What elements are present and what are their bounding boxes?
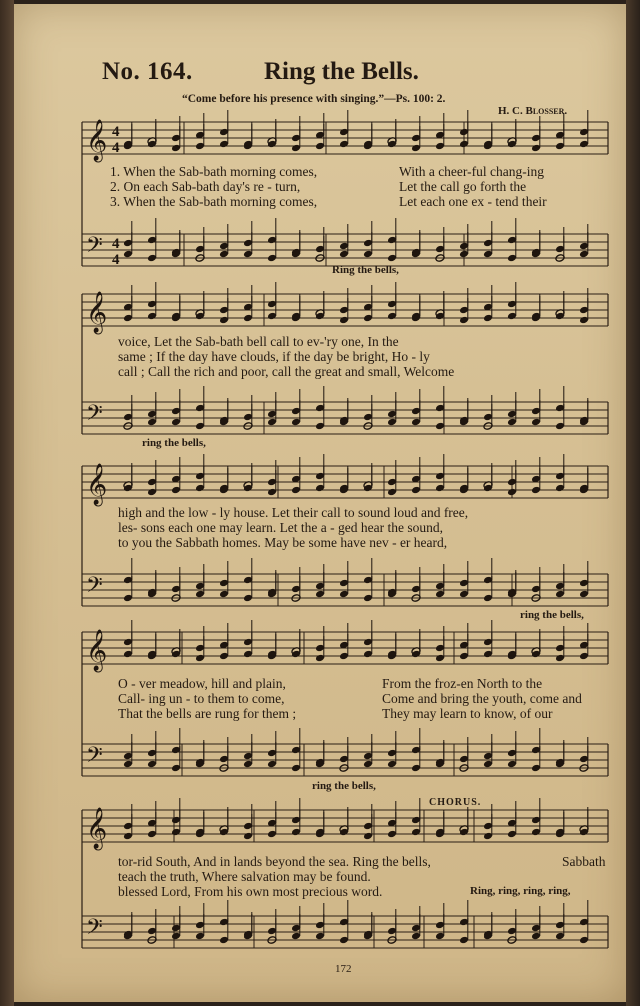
composer-credit: H. C. Blosser. <box>498 105 568 117</box>
bass-cue: ring the bells, <box>142 437 206 449</box>
svg-text:𝄢: 𝄢 <box>86 401 103 431</box>
svg-text:𝄢: 𝄢 <box>86 915 103 945</box>
verse-line: With a cheer-ful chang-ing <box>399 164 544 179</box>
svg-text:𝄢: 𝄢 <box>86 233 103 263</box>
verse-line: voice, Let the Sab-bath bell call to ev-'ry one, In the <box>118 334 399 349</box>
verse-line: 3. When the Sab-bath morning comes, <box>110 194 318 209</box>
verse-line: to you the Sabbath homes. May be some have nev - er heard, <box>118 535 448 550</box>
verse-line: Let the call go forth the <box>399 179 527 194</box>
hymnal-page <box>14 4 626 1002</box>
verse-line: same ; If the day have clouds, if the day be bright, Ho - ly <box>118 349 430 364</box>
verse-line: high and the low - ly house. Let their call to sound loud and free, <box>118 505 469 520</box>
svg-text:𝄞: 𝄞 <box>86 808 108 849</box>
verse-line: Call- ing un - to them to come, <box>118 691 285 706</box>
hymn-number: No. 164. <box>102 58 193 85</box>
svg-text:𝄞: 𝄞 <box>86 630 108 671</box>
music-notation <box>14 4 626 1002</box>
bass-cue: ring the bells, <box>312 780 376 792</box>
svg-text:4: 4 <box>112 140 120 156</box>
svg-text:4: 4 <box>112 124 120 140</box>
page-number: 172 <box>335 963 352 975</box>
bass-cue: Ring the bells, <box>332 264 399 276</box>
svg-text:4: 4 <box>112 252 120 268</box>
verse-line: les- sons each one may learn. Let the a - ged hear the sound, <box>118 520 444 535</box>
verse-line: teach the truth, Where salvation may be found. <box>118 869 371 884</box>
page-edge <box>626 0 640 1006</box>
verse-line: Let each one ex - tend their <box>399 194 547 209</box>
verse-line: tor-rid South, And in lands beyond the sea. Ring the bells, <box>118 854 431 869</box>
svg-text:𝄢: 𝄢 <box>86 743 103 773</box>
verse-line: Come and bring the youth, come and <box>382 691 582 706</box>
svg-text:𝄞: 𝄞 <box>86 464 108 505</box>
verse-line: call ; Call the rich and poor, call the great and small, Welcome <box>118 364 455 379</box>
svg-text:𝄢: 𝄢 <box>86 573 103 603</box>
chorus-label: CHORUS. <box>429 797 482 808</box>
bass-cue: ring the bells, <box>520 609 584 621</box>
verse-line: Sabbath <box>562 854 606 869</box>
scripture-reference: “Come before his presence with singing.”—Ps. 100: 2. <box>182 93 446 105</box>
verse-line: O - ver meadow, hill and plain, <box>118 676 286 691</box>
verse-line: From the froz-en North to the <box>382 676 543 691</box>
verse-line: 2. On each Sab-bath day's re - turn, <box>110 179 301 194</box>
verse-line: That the bells are rung for them ; <box>118 706 297 721</box>
svg-text:4: 4 <box>112 236 120 252</box>
book-binding <box>0 0 14 1006</box>
bass-cue: Ring, ring, ring, ring, <box>470 885 571 897</box>
verse-line: blessed Lord, From his own most precious word. <box>118 884 383 899</box>
svg-text:𝄞: 𝄞 <box>86 120 108 161</box>
hymn-title: Ring the Bells. <box>264 58 419 85</box>
svg-text:𝄞: 𝄞 <box>86 292 108 333</box>
verse-line: 1. When the Sab-bath morning comes, <box>110 164 318 179</box>
verse-line: They may learn to know, of our <box>382 706 553 721</box>
